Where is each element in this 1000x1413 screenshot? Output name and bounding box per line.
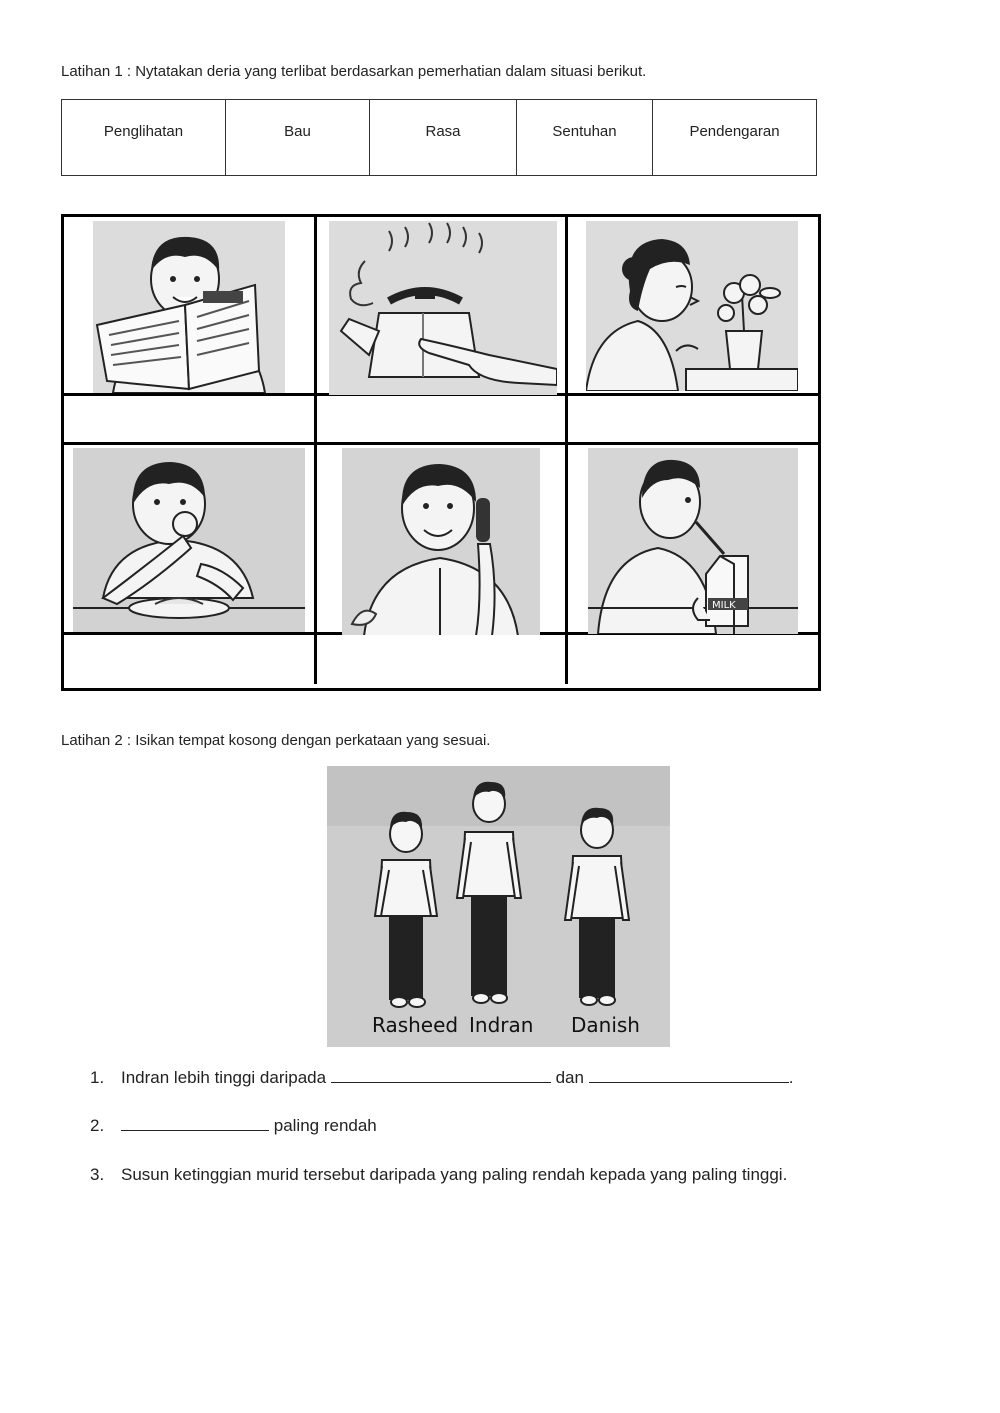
answer-box-4[interactable] [64, 635, 317, 684]
question-text: paling rendah [273, 1116, 377, 1135]
answer-box-3[interactable] [568, 396, 818, 445]
boy-on-telephone-icon [342, 448, 540, 636]
students-height-picture [327, 766, 670, 1047]
picture-cell-6 [568, 445, 818, 635]
word-penglihatan: Penglihatan [62, 100, 226, 175]
picture-grid [61, 214, 821, 691]
exercise-1-title: Latihan 1 : Nytatakan deria yang terlibat berdasarkan pemerhatian dalam situasi berikut. [61, 63, 647, 80]
answer-blank[interactable] [331, 1067, 551, 1083]
word-bank-table [61, 99, 817, 176]
hand-touching-hot-kettle-icon [329, 221, 557, 395]
boy-eating-icon [73, 448, 305, 632]
question-3 [90, 1165, 787, 1185]
picture-cell-1 [64, 217, 317, 396]
question-text: . [788, 1068, 794, 1087]
student-name-indran: Indran [469, 1013, 534, 1037]
picture-cell-3 [568, 217, 818, 396]
picture-cell-4 [64, 445, 317, 635]
answer-box-5[interactable] [317, 635, 568, 684]
girl-smelling-flower-icon [586, 221, 798, 391]
boy-drinking-milk-icon [588, 448, 798, 634]
question-1 [90, 1067, 793, 1088]
word-sentuhan: Sentuhan [517, 100, 653, 175]
question-number: 1. [90, 1068, 105, 1087]
question-number: 3. [90, 1165, 105, 1184]
answer-blank[interactable] [121, 1115, 269, 1131]
answer-box-1[interactable] [64, 396, 317, 445]
picture-cell-2 [317, 217, 568, 396]
picture-cell-5 [317, 445, 568, 635]
milk-carton-label: MILK [712, 600, 736, 611]
question-text: Indran lebih tinggi daripada [121, 1068, 327, 1087]
word-pendengaran: Pendengaran [689, 123, 780, 140]
exercise-2-title: Latihan 2 : Isikan tempat kosong dengan perkataan yang sesuai. [61, 732, 491, 749]
answer-box-2[interactable] [317, 396, 568, 445]
word-rasa: Rasa [370, 100, 517, 175]
answer-blank[interactable] [589, 1067, 789, 1083]
question-text: dan [555, 1068, 584, 1087]
student-name-rasheed: Rasheed [372, 1013, 459, 1037]
word-bau: Bau [226, 100, 370, 175]
boy-reading-newspaper-icon [93, 221, 285, 393]
question-number: 2. [90, 1116, 105, 1135]
question-2 [90, 1115, 377, 1136]
student-name-danish: Danish [571, 1013, 640, 1037]
answer-box-6[interactable] [568, 635, 818, 684]
question-text: Susun ketinggian murid tersebut daripada yang paling rendah kepada yang paling tinggi. [121, 1165, 788, 1184]
